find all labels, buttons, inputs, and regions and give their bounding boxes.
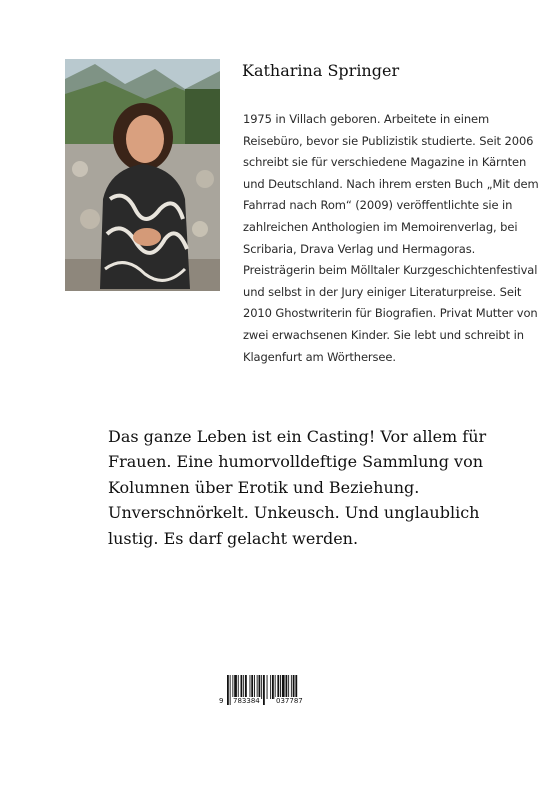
blurb-line: Frauen. Eine humorvolldeftige Sammlung von bbox=[108, 452, 484, 472]
barcode-bar bbox=[251, 675, 253, 699]
barcode-digits bbox=[218, 697, 322, 707]
bio-line: 1975 in Villach geboren. Arbeitete in einem bbox=[243, 112, 490, 126]
barcode-bar bbox=[241, 675, 243, 699]
bio-line: Scribaria, Drava Verlag und Hermagoras. bbox=[243, 241, 476, 256]
barcode-bar bbox=[282, 675, 285, 699]
barcode-bar bbox=[261, 675, 262, 699]
barcode-bar bbox=[257, 675, 258, 699]
barcode-bar bbox=[254, 675, 255, 699]
bio-line: Fahrrad nach Rom“ (2009) veröffentlichte sie in bbox=[243, 198, 513, 213]
bio-line: 2010 Ghostwriterin für Biografien. Privat Mutter von bbox=[243, 306, 538, 321]
barcode-bar bbox=[250, 675, 251, 699]
bio-line: Klagenfurt am Wörthersee. bbox=[243, 349, 396, 364]
barcode-first-digit: 9 bbox=[219, 697, 224, 705]
barcode-bar bbox=[275, 675, 276, 699]
barcode-bar bbox=[243, 675, 244, 699]
author-bio bbox=[243, 109, 539, 368]
isbn-barcode bbox=[218, 675, 322, 711]
blurb-line: Unverschnörkelt. Unkeusch. Und unglaublich bbox=[108, 503, 480, 523]
bio-line: schreibt sie für verschiedene Magazine in Kärnten bbox=[243, 155, 527, 170]
barcode-bar bbox=[280, 675, 281, 699]
barcode-bar bbox=[291, 675, 292, 699]
blurb-line: lustig. Es darf gelacht werden. bbox=[108, 528, 359, 548]
barcode-left-group: 783384 bbox=[233, 697, 260, 705]
barcode-bar bbox=[238, 675, 239, 699]
bio-line: zwei erwachsenen Kinder. Sie lebt und schreibt in bbox=[243, 327, 524, 342]
bio-line: und selbst in der Jury einiger Literaturpreise. Seit bbox=[243, 284, 522, 299]
barcode-bar bbox=[232, 675, 233, 699]
barcode-right-group: 037787 bbox=[276, 697, 303, 705]
bio-line: Reisebüro, bevor sie Publizistik studierte. Seit 2006 bbox=[243, 133, 534, 148]
author-photo bbox=[65, 59, 220, 291]
barcode-bar bbox=[259, 675, 261, 699]
bio-line: und Deutschland. Nach ihrem ersten Buch „Mit dem bbox=[243, 176, 539, 191]
barcode-bar bbox=[267, 675, 268, 699]
blurb-line: Kolumnen über Erotik und Beziehung. bbox=[108, 477, 420, 497]
barcode-bar bbox=[286, 675, 288, 699]
bio-line: Preisträgerin beim Mölltaler Kurzgeschichtenfestival bbox=[243, 263, 538, 278]
barcode-bar bbox=[288, 675, 289, 699]
bio-line: zahlreichen Anthologien im Memoirenverlag, bei bbox=[243, 219, 518, 234]
barcode-bar bbox=[277, 675, 279, 699]
barcode-bar bbox=[270, 675, 271, 699]
barcode-bar bbox=[245, 675, 247, 699]
barcode-bar bbox=[272, 675, 274, 699]
book-blurb bbox=[108, 424, 508, 551]
author-name: Katharina Springer bbox=[242, 61, 400, 80]
blurb-line: Das ganze Leben ist ein Casting! Vor allem für bbox=[108, 427, 487, 446]
barcode-bar bbox=[234, 675, 237, 699]
